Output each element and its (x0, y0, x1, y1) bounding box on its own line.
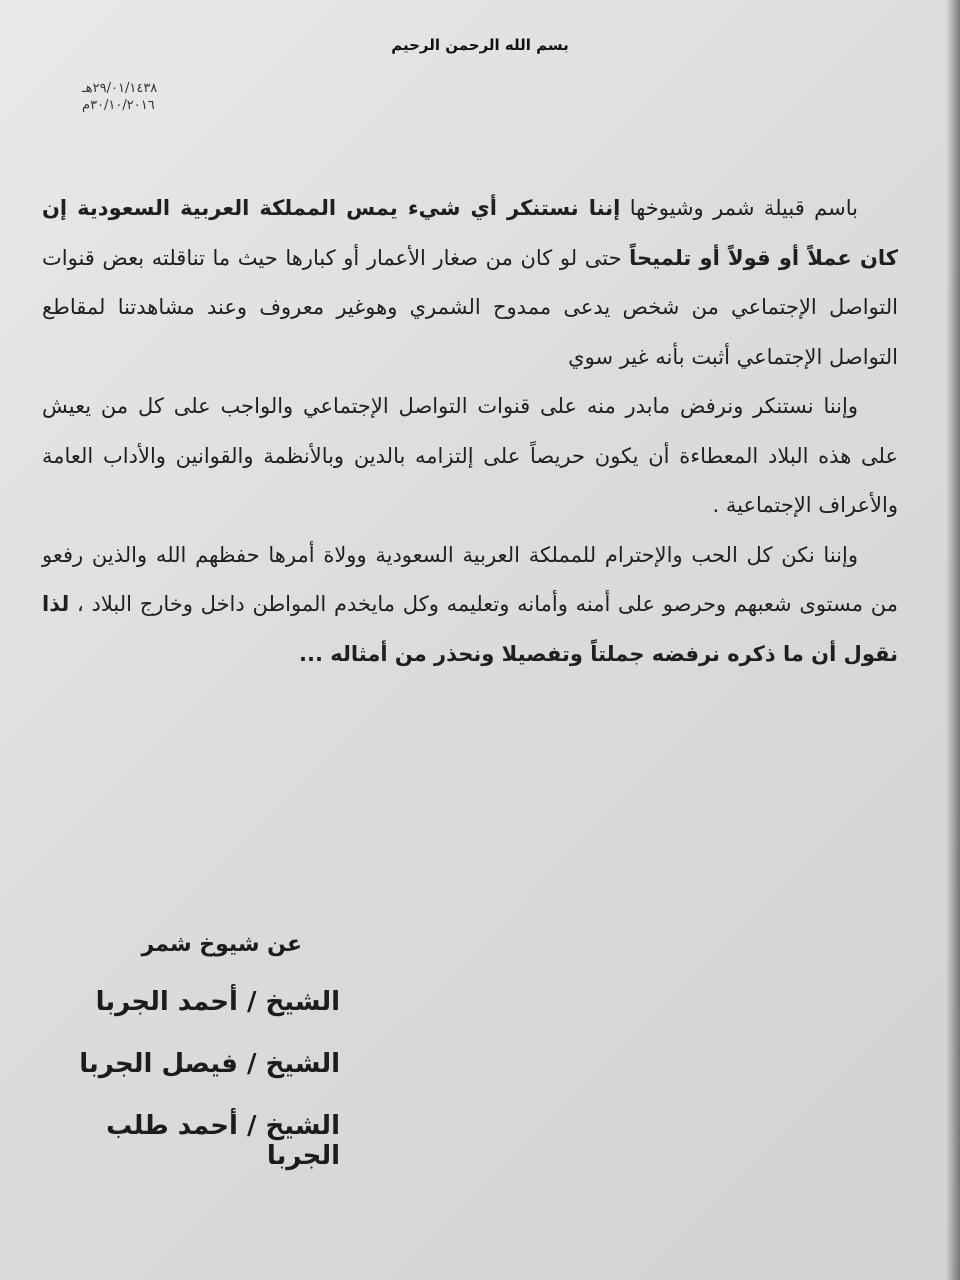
letter-dates (82, 80, 157, 114)
paragraph-3-text: وإننا نكن كل الحب والإحترام للمملكة العربية السعودية وولاة أمرها حفظهم الله والذين رفعو من مستوى شعبهم وحرصو على أمنه وأمانه وتعليمه وكل مايخدم المواطن داخل وخارج البلاد ، (42, 542, 898, 616)
signatory-3: الشيخ / أحمد طلب الجربا (106, 1111, 340, 1171)
paragraph-3 (42, 531, 898, 680)
date-gregorian: ٣٠/١٠/٢٠١٦م (82, 98, 155, 113)
signature-block (30, 932, 340, 1203)
signoff-from: عن شيوخ شمر (141, 932, 302, 957)
date-hijri: ٢٩/٠١/١٤٣٨هـ (82, 81, 158, 96)
letter-body (42, 184, 898, 679)
paragraph-1-opening: باسم قبيلة شمر وشيوخها (629, 196, 858, 220)
paragraph-2: وإننا نستنكر ونرفض مابدر منه على قنوات التواصل الإجتماعي والواجب على كل من يعيش على هذه البلاد المعطاءة أن يكون حريصاً على إلتزامه بالدين وبالأنظمة والقوانين والأداب العامة والأعراف الإجتماعية . (42, 394, 898, 517)
paragraph-3-bold-closing: لذا نقول أن ما ذكره نرفضه جملتاً وتفصيلا ونحذر من أمثاله ... (42, 592, 898, 666)
paragraph-1-rest: حتى لو كان من صغار الأعمار أو كبارها حيث ما تناقلته بعض قنوات التواصل الإجتماعي من شخص يدعى ممدوح الشمري وهوغير معروف وعند مشاهدتنا لمقاطع التواصل الإجتماعي أثبت بأنه غير سوي (42, 245, 898, 369)
signatory-2: الشيخ / فيصل الجربا (79, 1049, 340, 1079)
paragraph-1-bold: إننا نستنكر أي شيء يمس المملكة العربية السعودية إن كان عملاً أو قولاً أو تلميحاً (42, 196, 898, 270)
basmala-heading: بسم الله الرحمن الرحيم (391, 36, 569, 54)
page-shadow-edge (946, 0, 960, 1280)
signatory-1: الشيخ / أحمد الجربا (95, 987, 340, 1017)
paragraph-1 (42, 184, 898, 382)
